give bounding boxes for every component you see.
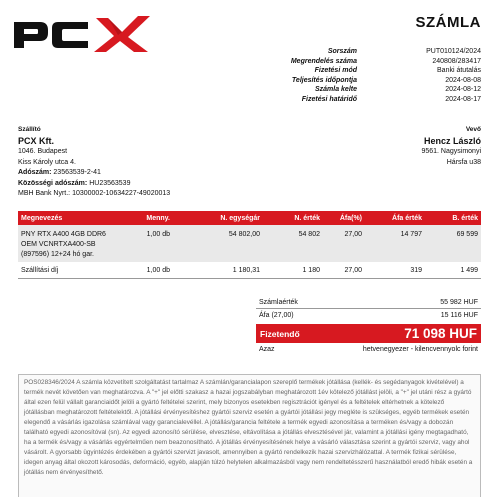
item-qty: 1,00 db bbox=[121, 225, 173, 262]
line-items-table bbox=[18, 211, 481, 279]
item-name-line: (897596) 12+24 hó gar. bbox=[21, 250, 94, 258]
vat-total-value: 15 116 HUF bbox=[440, 312, 478, 319]
meta-label: Fizetési határidő bbox=[301, 95, 357, 103]
seller-eu-tax-value: HU23563539 bbox=[89, 179, 131, 187]
meta-value: Banki átutalás bbox=[437, 67, 481, 75]
column-header: Áfa(%) bbox=[323, 211, 365, 225]
amount-in-words-value: hetvenegyezer - kilencvennyolc forint bbox=[362, 346, 478, 353]
buyer-address-line: 9561. Nagysimonyi bbox=[421, 148, 481, 156]
column-header: N. egységár bbox=[173, 211, 263, 225]
item-gross: 69 599 bbox=[425, 225, 481, 262]
table-header-row bbox=[18, 211, 481, 225]
item-name-line: OEM VCNRTXA400-SB bbox=[21, 240, 96, 248]
meta-row-fulfillment-date bbox=[181, 76, 481, 86]
amount-due-row bbox=[256, 324, 481, 343]
vat-total-row bbox=[256, 309, 481, 322]
item-vat: 319 bbox=[365, 262, 425, 278]
item-name-line: Szállítási díj bbox=[21, 267, 59, 274]
amount-in-words-label: Azaz bbox=[259, 346, 275, 353]
item-unit-price: 54 802,00 bbox=[173, 225, 263, 262]
seller-eu-tax-label: Közösségi adószám: bbox=[18, 179, 88, 187]
invoice-meta bbox=[181, 47, 481, 105]
seller-label: Szállító bbox=[18, 126, 41, 133]
totals-block bbox=[256, 296, 481, 357]
meta-value: 2024-08-08 bbox=[445, 76, 481, 84]
amount-in-words-row bbox=[256, 343, 481, 357]
column-header: B. érték bbox=[425, 211, 481, 225]
seller-address-line: Kiss Károly utca 4. bbox=[18, 158, 76, 166]
item-name-line: PNY RTX A400 4GB DDR6 bbox=[21, 231, 106, 238]
meta-row-payment-method bbox=[181, 66, 481, 76]
seller-eu-tax-number bbox=[18, 179, 170, 189]
amount-due-label: Fizetendő bbox=[260, 328, 300, 339]
meta-value: PUT010124/2024 bbox=[426, 48, 481, 55]
item-vat-pct: 27,00 bbox=[323, 225, 365, 262]
column-header: Megnevezés bbox=[18, 211, 121, 225]
seller-tax-label: Adószám: bbox=[18, 169, 52, 177]
meta-row-due-date bbox=[181, 95, 481, 105]
buyer-name: Hencz László bbox=[423, 136, 481, 147]
amount-due-value: 71 098 HUF bbox=[404, 326, 477, 341]
item-name-cell bbox=[18, 262, 121, 278]
item-vat-pct: 27,00 bbox=[323, 262, 365, 278]
table-row bbox=[18, 262, 481, 278]
seller-name: PCX Kft. bbox=[18, 136, 54, 147]
meta-label: Megrendelés száma bbox=[290, 57, 357, 65]
item-unit-price: 1 180,31 bbox=[173, 262, 263, 278]
meta-value: 2024-08-12 bbox=[445, 86, 481, 94]
buyer-label: Vevő bbox=[465, 126, 481, 133]
meta-label: Sorszám bbox=[327, 48, 357, 55]
column-header: Menny. bbox=[121, 211, 173, 225]
net-total-label: Számlaérték bbox=[259, 299, 298, 306]
item-name-cell bbox=[18, 225, 121, 262]
meta-label: Fizetési mód bbox=[314, 67, 357, 75]
meta-label: Teljesítés időpontja bbox=[291, 76, 357, 84]
vat-total-label: Áfa (27,00) bbox=[259, 312, 294, 319]
column-header: N. érték bbox=[263, 211, 323, 225]
meta-value: 240808/283417 bbox=[432, 57, 481, 65]
meta-value: 2024-08-17 bbox=[445, 95, 481, 103]
seller-block bbox=[18, 125, 170, 199]
seller-address-line: 1046. Budapest bbox=[18, 148, 68, 156]
buyer-block bbox=[421, 125, 481, 168]
item-net: 54 802 bbox=[263, 225, 323, 262]
seller-tax-value: 23563539-2-41 bbox=[53, 169, 101, 177]
table-row bbox=[18, 225, 481, 262]
net-total-row bbox=[256, 296, 481, 309]
meta-row-invoice-number bbox=[181, 47, 481, 57]
meta-row-order-number bbox=[181, 57, 481, 67]
seller-bank-account: MBH Bank Nyrt.: 10300002-10634227-49020013 bbox=[18, 190, 171, 198]
buyer-address-line: Hársfa u38 bbox=[446, 158, 481, 166]
item-gross: 1 499 bbox=[425, 262, 481, 278]
warranty-notes bbox=[18, 374, 481, 497]
meta-label: Számla kelte bbox=[314, 86, 357, 94]
net-total-value: 55 982 HUF bbox=[440, 299, 478, 306]
seller-tax-number bbox=[18, 168, 170, 178]
column-header: Áfa érték bbox=[365, 211, 425, 225]
item-qty: 1,00 db bbox=[121, 262, 173, 278]
item-vat: 14 797 bbox=[365, 225, 425, 262]
warranty-notes-text: POS028346/2024 A számla közvetített szolgáltatást tartalmaz A számlán/garancialapon szereplő termékek jótállása (kellék- és segédanyagok kivételével) a termék nevét követően van meghatározva. A "+" jel előtti szakasz a hazai jogszabályban meghatározott 1év kötelező jótállást jelöli, a "+" jel utáni rész a gyártó által ezen felül vállalt garanciaidőt jelöli a gyártó feltételei szerint, mely bizonyos esetekben regisztrációt igényel és a feltételek eltérhetnek a kötelező jótállásban meghatározott feltételektől. A jótállási érvényesítéshez gyártói szerviz esetén a gyártói jótállási jegy megléte is szükséges, egyéb termékek esetén elegendő a vásárlás igazolása számlával vagy garancialevéllel. A jótállás/garancia feltétele a termék egyedi azonosítása a terméken és/vagy a dobozán található egyedi azonosítóval (sn). Az egyedi azonosító sérülése, elvesztése, eltávolítása a jótállás elvesztésével jár, valamint a jótállási igény megtagadható, ha a termék és/vagy a vásárlás egyértelműen nem beazonosítható. A jótállás érvényesítésének helye a vásárló választása szerint a gyártói szerviz, vagy ahol vásárolt. A gyorsabb ügyintézés érdekében a gyártói szervizt javasolt, amennyiben a gyártó rendelkezik hazai szervizhálózattal. A termék fizikai sérülése, idegen anyag által okozott károsodás, deformáció, egyéb, alapján túlzó helytelen alkalmazásból vagy nem rendeltetésszerű használatból eredő hibák esetén a jótállás nem érvényesíthető. bbox=[24, 379, 473, 476]
meta-row-issue-date bbox=[181, 85, 481, 95]
document-title: SZÁMLA bbox=[415, 14, 481, 31]
pcx-logo bbox=[12, 14, 152, 54]
item-net: 1 180 bbox=[263, 262, 323, 278]
